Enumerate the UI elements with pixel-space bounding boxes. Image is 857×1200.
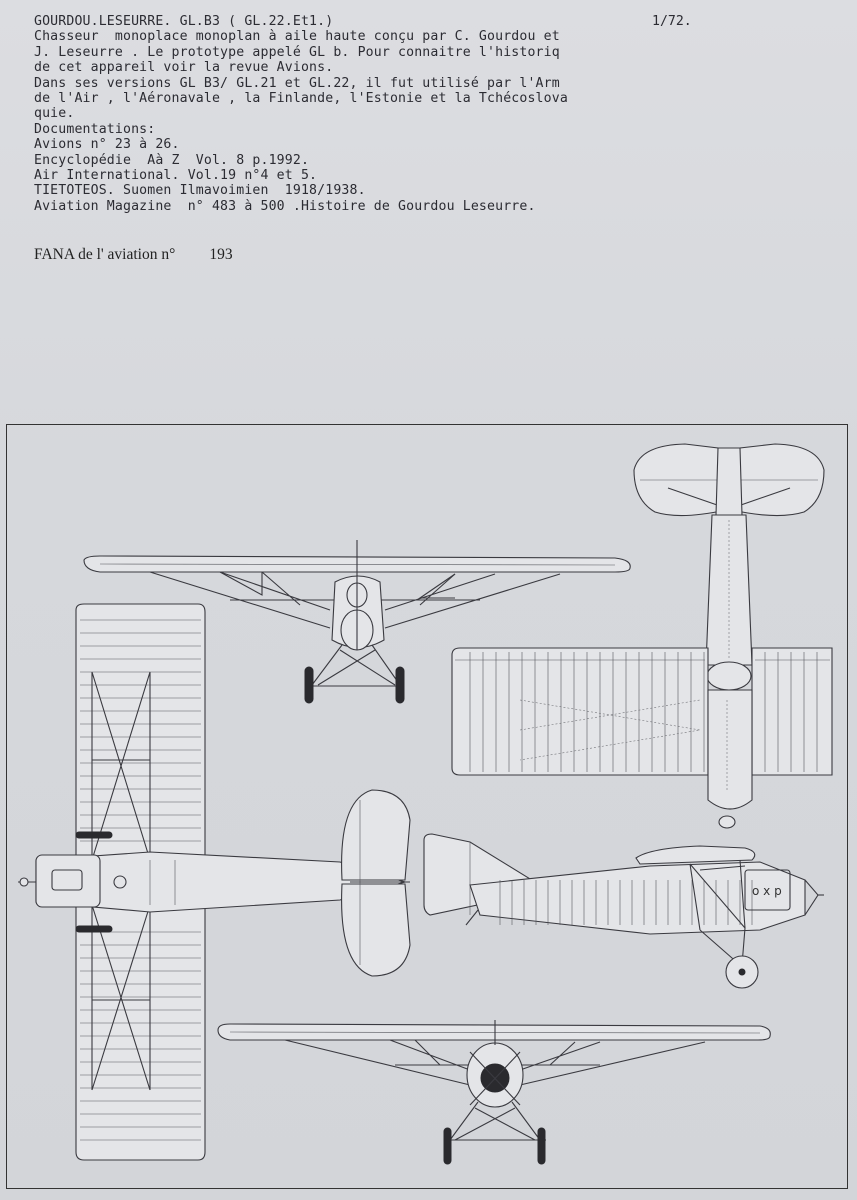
title-line: GOURDOU.LESEURRE. GL.B3 ( GL.22.Et1.) bbox=[34, 14, 334, 29]
svg-text:o x p: o x p bbox=[752, 884, 782, 898]
documentation-line: Aviation Magazine n° 483 à 500 .Histoire de Gourdou Leseurre. bbox=[34, 198, 536, 214]
plan-view bbox=[18, 604, 410, 1160]
documentation-line: Air International. Vol.19 n°4 et 5. bbox=[34, 167, 318, 183]
rear-front-view bbox=[218, 1020, 770, 1164]
documentation-line: Avions n° 23 à 26. bbox=[34, 137, 180, 153]
documentation-line: Encyclopédie Aà Z Vol. 8 p.1992. bbox=[34, 152, 310, 168]
description-line: quie. bbox=[34, 106, 75, 122]
description-line: Dans ses versions GL B3/ GL.21 et GL.22, il fut utilisé par l'Arm bbox=[34, 75, 560, 91]
reference-number: 193 bbox=[209, 246, 233, 263]
documentation-line: TIETOTEOS. Suomen Ilmavoimien 1918/1938. bbox=[34, 183, 366, 199]
description-line: de l'Air , l'Aéronavale , la Finlande, l'Estonie et la Tchécoslova bbox=[34, 90, 568, 106]
reference-label: FANA de l' aviation n° bbox=[34, 246, 176, 263]
wing-detail-view bbox=[452, 648, 832, 828]
description-line: J. Leseurre . Le prototype appelé GL b. Pour connaitre l'historiq bbox=[34, 44, 560, 60]
scale-label: 1/72. bbox=[652, 14, 692, 29]
description-line: Chasseur monoplace monoplan à aile haute conçu par C. Gourdou et bbox=[34, 29, 560, 45]
description-line: de cet appareil voir la revue Avions. bbox=[34, 60, 334, 76]
side-view bbox=[424, 834, 824, 988]
documentation-heading: Documentations: bbox=[34, 121, 156, 137]
